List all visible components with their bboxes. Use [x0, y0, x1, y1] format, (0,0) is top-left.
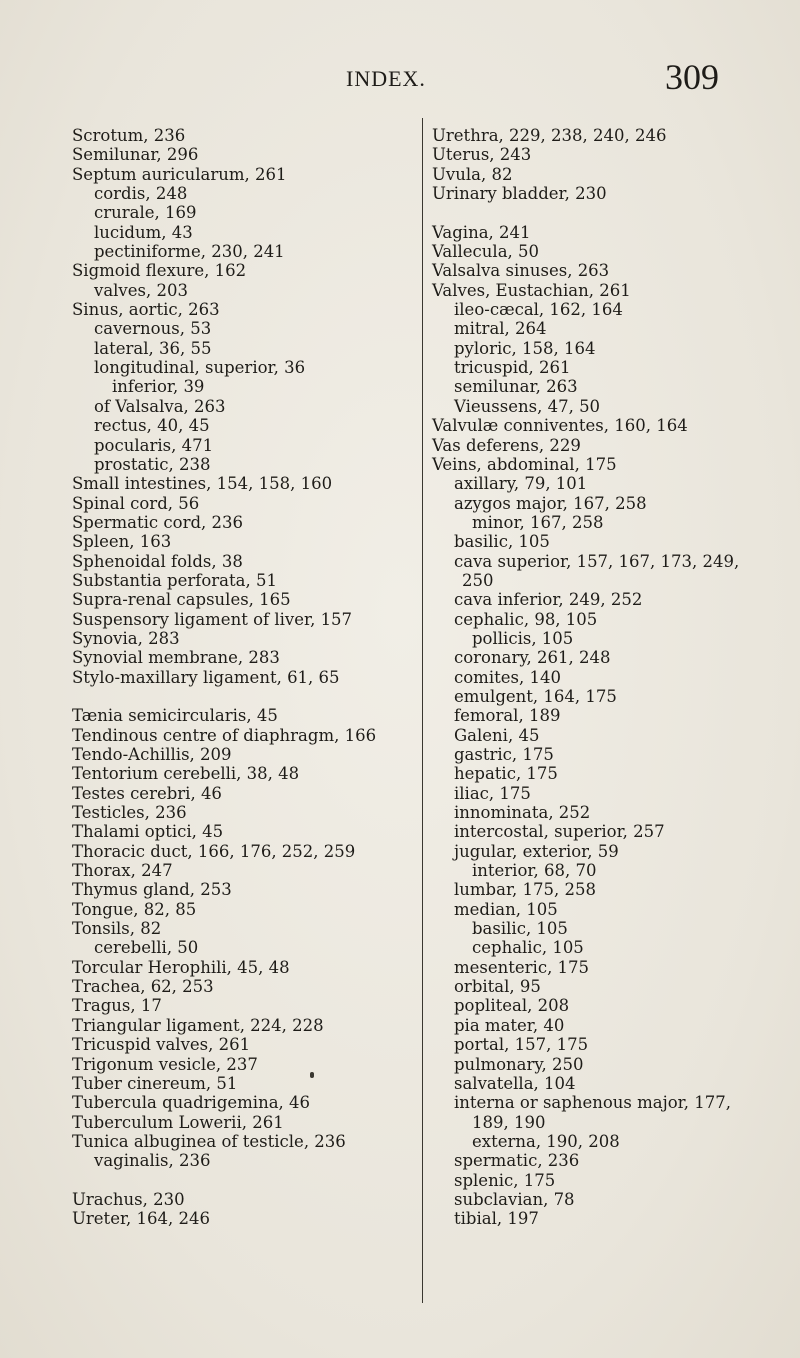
index-entry: Sigmoid flexure, 162: [72, 261, 247, 281]
index-entry: Tuberculum Lowerii, 261: [72, 1112, 284, 1132]
index-entry: Veins, abdominal, 175: [432, 454, 617, 474]
index-subentry: subclavian, 78: [454, 1189, 575, 1209]
index-entry: Tubercula quadrigemina, 46: [72, 1093, 311, 1113]
index-subentry: tricuspid, 261: [454, 358, 571, 378]
index-subentry: vaginalis, 236: [94, 1151, 211, 1171]
index-entry: Supra-renal capsules, 165: [72, 590, 291, 610]
index-subentry: spermatic, 236: [454, 1151, 580, 1171]
index-subentry: crurale, 169: [94, 203, 197, 223]
index-subentry: intercostal, superior, 257: [454, 822, 665, 842]
index-subentry: gastric, 175: [454, 745, 554, 764]
index-subentry: coronary, 261, 248: [454, 648, 611, 668]
index-subentry: iliac, 175: [454, 783, 531, 803]
index-entry: Thymus gland, 253: [72, 880, 232, 900]
index-entry: Tunica albuginea of testicle, 236: [72, 1131, 346, 1151]
index-entry: Substantia perforata, 51: [72, 570, 277, 590]
index-subentry: 189, 190: [472, 1112, 546, 1132]
index-subentry: lucidum, 43: [94, 222, 193, 242]
index-entry: Urethra, 229, 238, 240, 246: [432, 126, 667, 145]
index-entry: Trigonum vesicle, 237: [72, 1054, 258, 1074]
index-entry: Vagina, 241: [432, 222, 531, 242]
index-entry: Scrotum, 236: [72, 126, 186, 145]
index-entry: Tuber cinereum, 51: [72, 1073, 238, 1093]
index-entry: Trachea, 62, 253: [72, 977, 214, 997]
index-subentry: lumbar, 175, 258: [454, 880, 596, 900]
index-entry: Tendinous centre of diaphragm, 166: [72, 725, 377, 745]
index-subentry: comites, 140: [454, 667, 561, 687]
index-entry: Triangular ligament, 224, 228: [72, 1015, 324, 1035]
index-subentry: of Valsalva, 263: [94, 396, 226, 416]
index-gap: [72, 687, 412, 706]
index-subentry: ileo-cæcal, 162, 164: [454, 300, 623, 320]
index-entry: Thoracic duct, 166, 176, 252, 259: [72, 841, 356, 861]
index-subentry: minor, 167, 258: [472, 512, 604, 532]
index-entry: Tongue, 82, 85: [72, 899, 197, 919]
index-subentry: mesenteric, 175: [454, 957, 590, 977]
index-column-right: [432, 126, 772, 1229]
index-entry: Thorax, 247: [72, 861, 173, 881]
index-entry: Semilunar, 296: [72, 145, 199, 165]
index-entry: Septum auricularum, 261: [72, 164, 287, 184]
index-entry: Synovial membrane, 283: [72, 648, 280, 668]
index-subentry: jugular, exterior, 59: [454, 841, 619, 861]
index-entry: Uterus, 243: [432, 145, 532, 165]
index-entry: Valves, Eustachian, 261: [432, 280, 631, 300]
index-entry: Spinal cord, 56: [72, 493, 200, 513]
index-subentry: pocularis, 471: [94, 435, 214, 455]
index-entry: Suspensory ligament of liver, 157: [72, 609, 353, 629]
page-header: [0, 57, 800, 102]
index-entry: Tonsils, 82: [72, 919, 162, 939]
index-subentry: lateral, 36, 55: [94, 338, 212, 358]
index-subentry: orbital, 95: [454, 977, 541, 997]
index-subentry: cerebelli, 50: [94, 938, 199, 958]
ink-speck: [310, 1072, 314, 1078]
index-subentry: rectus, 40, 45: [94, 416, 210, 436]
index-entry: Vallecula, 50: [432, 242, 540, 262]
index-subentry: pulmonary, 250: [454, 1054, 584, 1074]
index-entry: Sinus, aortic, 263: [72, 300, 220, 320]
index-column-left: [72, 126, 412, 1229]
index-subentry: prostatic, 238: [94, 454, 211, 474]
index-subentry: salvatella, 104: [454, 1073, 576, 1093]
index-subentry: axillary, 79, 101: [454, 474, 588, 494]
index-subentry: portal, 157, 175: [454, 1035, 589, 1055]
index-subentry: hepatic, 175: [454, 764, 558, 784]
index-entry: Stylo-maxillary ligament, 61, 65: [72, 667, 340, 687]
index-subentry: popliteal, 208: [454, 996, 570, 1016]
index-gap: [72, 1171, 412, 1190]
index-subentry: externa, 190, 208: [472, 1131, 620, 1151]
index-entry: Torcular Herophili, 45, 48: [72, 957, 290, 977]
index-entry: Tænia semicircularis, 45: [72, 706, 278, 726]
index-entry: Testes cerebri, 46: [72, 783, 222, 803]
index-entry: Uvula, 82: [432, 164, 513, 184]
index-subentry: inferior, 39: [112, 377, 205, 397]
index-subentry: tibial, 197: [454, 1209, 539, 1229]
running-title: INDEX.: [346, 66, 426, 91]
index-subentry: innominata, 252: [454, 803, 591, 823]
index-entry: Ureter, 164, 246: [72, 1209, 210, 1229]
index-subentry: cavernous, 53: [94, 319, 212, 339]
index-subentry: cephalic, 98, 105: [454, 609, 598, 629]
index-entry: Sphenoidal folds, 38: [72, 551, 243, 571]
index-entry: Vas deferens, 229: [432, 435, 581, 455]
index-entry: Small intestines, 154, 158, 160: [72, 474, 333, 494]
index-entry: Spleen, 163: [72, 532, 172, 552]
index-subentry: Galeni, 45: [454, 725, 540, 745]
index-subentry: interior, 68, 70: [472, 861, 597, 881]
index-subentry: splenic, 175: [454, 1170, 556, 1190]
index-subentry: pyloric, 158, 164: [454, 338, 596, 358]
index-entry: Testicles, 236: [72, 803, 187, 823]
index-subentry: interna or saphenous major, 177,: [454, 1093, 731, 1113]
index-entry: Urachus, 230: [72, 1189, 185, 1209]
index-subentry: 250: [462, 570, 494, 590]
index-subentry: pollicis, 105: [472, 628, 574, 648]
page-number: 309: [665, 57, 719, 97]
index-subentry: valves, 203: [94, 280, 188, 300]
index-subentry: mitral, 264: [454, 319, 547, 339]
index-subentry: semilunar, 263: [454, 377, 578, 397]
index-subentry: longitudinal, superior, 36: [94, 358, 306, 378]
index-entry: Synovia, 283: [72, 628, 180, 648]
index-subentry: cephalic, 105: [472, 938, 584, 958]
index-entry: Tentorium cerebelli, 38, 48: [72, 764, 300, 784]
index-entry: Tricuspid valves, 261: [72, 1035, 251, 1055]
index-entry: Tendo-Achillis, 209: [72, 745, 232, 764]
index-subentry: pia mater, 40: [454, 1015, 565, 1035]
index-subentry: cordis, 248: [94, 184, 188, 204]
index-subentry: median, 105: [454, 899, 558, 919]
index-subentry: cava inferior, 249, 252: [454, 590, 643, 610]
index-entry: Valsalva sinuses, 263: [432, 261, 610, 281]
index-subentry: cava superior, 157, 167, 173, 249,: [454, 551, 740, 571]
index-entry: Tragus, 17: [72, 996, 162, 1016]
index-subentry: basilic, 105: [454, 532, 550, 552]
index-subentry: azygos major, 167, 258: [454, 493, 647, 513]
index-subentry: pectiniforme, 230, 241: [94, 242, 285, 262]
index-subentry: Vieussens, 47, 50: [454, 396, 601, 416]
index-entry: Urinary bladder, 230: [432, 184, 607, 204]
index-subentry: basilic, 105: [472, 919, 568, 939]
index-entry: Valvulæ conniventes, 160, 164: [432, 416, 688, 436]
index-subentry: emulgent, 164, 175: [454, 686, 617, 706]
column-divider: [422, 118, 423, 1303]
index-entry: Thalami optici, 45: [72, 822, 224, 842]
index-subentry: femoral, 189: [454, 706, 561, 726]
index-entry: Spermatic cord, 236: [72, 512, 244, 532]
index-gap: [432, 203, 772, 222]
